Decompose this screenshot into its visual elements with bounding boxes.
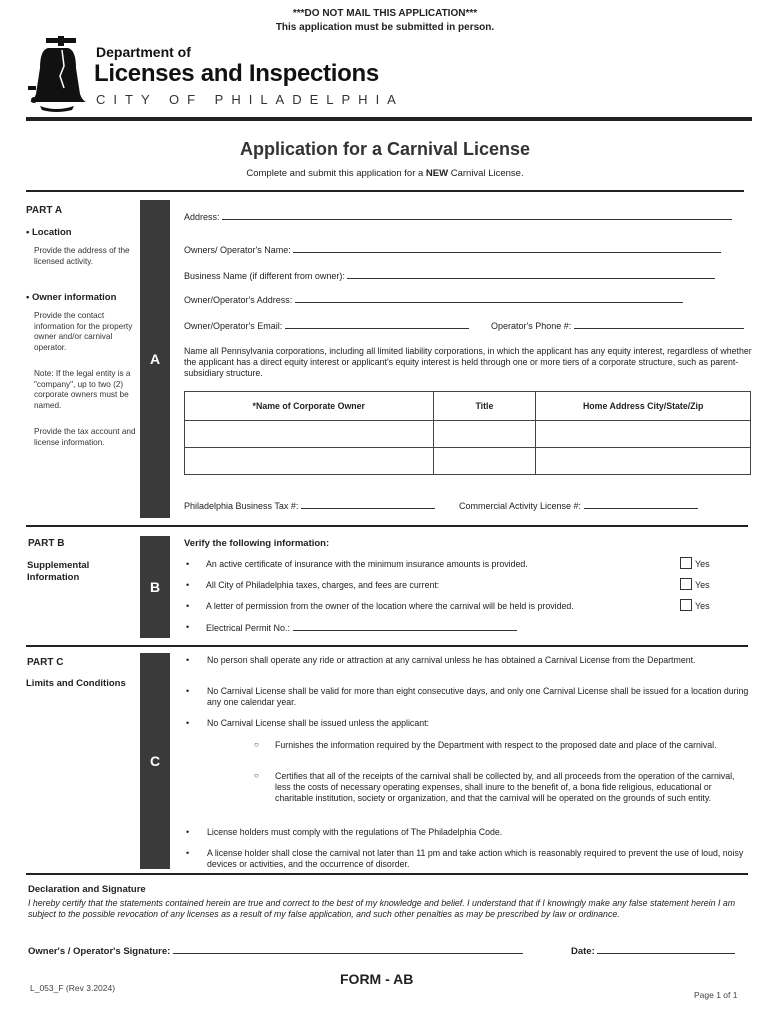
table-row — [185, 421, 751, 448]
part-c-tab: C — [140, 653, 170, 869]
corp-paragraph: Name all Pennsylvania corporations, including all limited liability corporations, in which the applicant has any equity interest, regardless of whether the applicant has a direct equity interest or applicant's equity interest is held through one or more tiers of a corporate structure, such as parent-subsidiary structure. — [184, 346, 752, 378]
condition-eight-days: No Carnival License shall be valid for more than eight consecutive days, and only one Carnival License shall be issued for a location during any one calendar year. — [207, 686, 749, 707]
taxes-yes-checkbox[interactable] — [680, 578, 692, 590]
condition-close-time: A license holder shall close the carnival not later than 11 pm and take action which is reasonably required to prevent the use of loud, noisy devices or activities, and the occurrence of disorder. — [207, 848, 744, 869]
col-title: Title — [433, 392, 536, 421]
bullet: • — [186, 848, 190, 858]
mail-notice: ***DO NOT MAIL THIS APPLICATION*** — [292, 8, 478, 19]
page-title: Application for a Carnival License — [239, 139, 531, 159]
title-cell[interactable] — [433, 421, 536, 448]
owner-head: • Owner information — [26, 292, 117, 303]
business-tax-field[interactable]: Philadelphia Business Tax #: — [184, 500, 435, 511]
owner-email-field[interactable]: Owner/Operator's Email: — [184, 320, 469, 331]
page-number: Page 1 of 1 — [694, 990, 738, 1000]
form-name: FORM - AB — [340, 971, 414, 987]
corporate-owner-cell[interactable] — [185, 421, 434, 448]
location-head: • Location — [26, 227, 72, 238]
part-b-rule — [26, 645, 748, 647]
address-field[interactable]: Address: — [184, 211, 732, 222]
insurance-item: An active certificate of insurance with the minimum insurance amounts is provided. — [206, 559, 528, 569]
owner-note: Provide the contact information for the property owner and/or carnival operator. — [34, 311, 133, 352]
page-subtitle: Complete and submit this application for a NEW Carnival License. — [246, 168, 524, 179]
condition-applicant: No Carnival License shall be issued unless the applicant: — [207, 718, 430, 728]
permission-yes-checkbox[interactable] — [680, 599, 692, 611]
insurance-yes-checkbox[interactable] — [680, 557, 692, 569]
owner-name-field[interactable]: Owners/ Operator's Name: — [184, 244, 721, 255]
bullet: • — [186, 718, 190, 728]
bullet: • — [186, 580, 190, 590]
table-row — [185, 448, 751, 475]
sub-bullet: ○ — [254, 771, 259, 780]
col-corporate-owner: *Name of Corporate Owner — [185, 392, 434, 421]
electrical-permit-field[interactable]: Electrical Permit No.: — [206, 622, 517, 633]
declaration-head: Declaration and Signature — [28, 884, 146, 895]
business-name-field[interactable]: Business Name (if different from owner): — [184, 270, 715, 281]
in-person-notice: This application must be submitted in person. — [275, 22, 495, 33]
form-code: L_053_F (Rev 3.2024) — [30, 983, 116, 993]
date-field[interactable]: Date: — [571, 945, 735, 957]
corporate-owner-cell[interactable] — [185, 448, 434, 475]
taxes-item: All City of Philadelphia taxes, charges, and fees are current: — [206, 580, 440, 590]
bullet: • — [186, 827, 190, 837]
dept-line2: Licenses and Inspections — [94, 60, 379, 87]
bullet: • — [186, 559, 190, 569]
liberty-bell-icon — [26, 36, 90, 112]
part-c-rule — [26, 873, 748, 875]
declaration-text: I hereby certify that the statements contained herein are true and correct to the best of my knowledge and belief. I understand that if I knowingly make any false statement herein I am subject to the possible revocation of any licenses as a result of my false application, and such other penalties as may be prescribed by law or ordinance. — [28, 898, 736, 919]
header-rule — [26, 117, 752, 121]
condition-regulations: License holders must comply with the regulations of The Philadelphia Code. — [207, 827, 503, 837]
yes-label: Yes — [695, 580, 710, 590]
title-rule — [26, 190, 744, 192]
bullet: • — [186, 655, 190, 665]
part-b-label: PART B — [28, 538, 65, 549]
dept-line3: CITY OF PHILADELPHIA — [96, 92, 404, 107]
subcondition-certify-receipts: Certifies that all of the receipts of the carnival shall be collected by, and all proceeds from the operation of the carnival, less the costs of necessary operating expenses, shall inure to the benefit of, a bona fide religious, educational or charitable institution, society or organization, and that the carnival will be operated on the grounds of such entity. — [275, 771, 735, 803]
home-address-cell[interactable] — [536, 448, 751, 475]
part-a-rule — [26, 525, 748, 527]
bullet: • — [186, 686, 190, 696]
bullet: • — [186, 622, 190, 632]
home-address-cell[interactable] — [536, 421, 751, 448]
commercial-activity-field[interactable]: Commercial Activity License #: — [459, 500, 698, 511]
part-a-tab: A — [140, 200, 170, 518]
tax-note: Provide the tax account and license information. — [34, 427, 136, 447]
corporate-owner-table — [184, 391, 751, 475]
part-b-side-head: Supplemental Information — [27, 560, 90, 583]
permission-letter-item: A letter of permission from the owner of the location where the carnival will be held is provided. — [206, 601, 574, 611]
owner-address-field[interactable]: Owner/Operator's Address: — [184, 294, 683, 305]
part-c-label: PART C — [27, 657, 64, 668]
yes-label: Yes — [695, 601, 710, 611]
legal-note: Note: If the legal entity is a "company", up to two (2) corporate owners must be named. — [34, 369, 131, 410]
sub-bullet: ○ — [254, 740, 259, 749]
part-c-side-head: Limits and Conditions — [26, 678, 126, 689]
subcondition-furnish-info: Furnishes the information required by the Department with respect to the proposed date and place of the carnival. — [275, 740, 717, 750]
part-a-label: PART A — [26, 205, 63, 216]
part-b-tab: B — [140, 536, 170, 638]
bullet: • — [186, 601, 190, 611]
dept-line1: Department of — [96, 44, 191, 60]
verify-head: Verify the following information: — [184, 538, 330, 549]
yes-label: Yes — [695, 559, 710, 569]
title-cell[interactable] — [433, 448, 536, 475]
operator-phone-field[interactable]: Operator's Phone #: — [491, 320, 744, 331]
col-home-address: Home Address City/State/Zip — [536, 392, 751, 421]
location-note: Provide the address of the licensed activity. — [34, 246, 130, 266]
condition-ride-license: No person shall operate any ride or attraction at any carnival unless he has obtained a Carnival License from the Department. — [207, 655, 696, 665]
signature-field[interactable]: Owner's / Operator's Signature: — [28, 945, 523, 957]
